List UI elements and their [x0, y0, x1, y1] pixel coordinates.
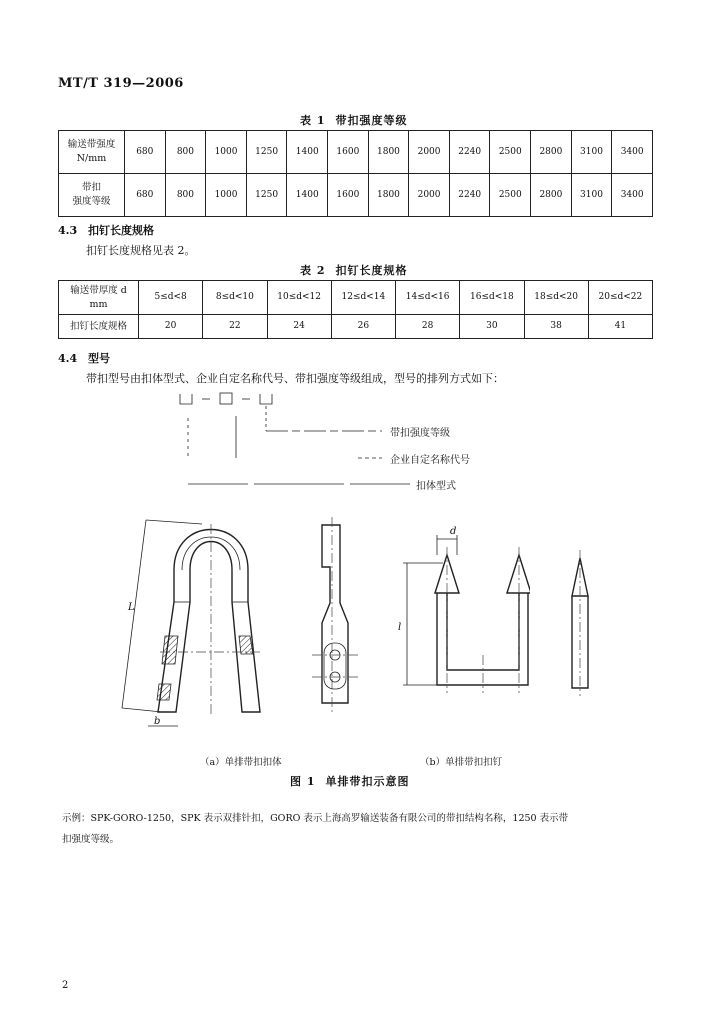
table2-row1-label	[59, 281, 139, 315]
table2-caption-title: 扣钉长度规格	[335, 264, 408, 277]
table-cell: 680	[125, 131, 166, 174]
example-paragraph	[62, 808, 662, 850]
section-hatch-left-upper	[162, 636, 178, 664]
figure1-caption-title: 单排带扣示意图	[325, 775, 410, 788]
model-label-body-type: 扣体型式	[416, 481, 456, 492]
staple-tip-right	[507, 555, 530, 593]
dimension-line-L	[122, 520, 146, 708]
table-cell: 2500	[490, 131, 531, 174]
table-cell: 22	[203, 315, 267, 339]
table2-caption-number: 表 2	[300, 264, 326, 277]
table2-row-length	[59, 315, 653, 339]
table1-row1-label-line2: N/mm	[76, 153, 107, 164]
staple-front-view	[395, 515, 530, 695]
table-cell: 2500	[490, 174, 531, 217]
table-cell: 26	[331, 315, 395, 339]
table1-caption-number: 表 1	[300, 114, 326, 127]
table1-row2-label-line2: 强度等级	[72, 196, 111, 207]
staple-side-view	[560, 548, 600, 698]
model-label-strength-grade: 带扣强度等级	[390, 428, 450, 439]
table1-row-clip-strength	[59, 174, 653, 217]
extension-line-L-top	[146, 520, 202, 524]
table2-row1-label-line2: mm	[89, 298, 108, 310]
table-cell: 1000	[206, 131, 247, 174]
dim-label-d: d	[450, 526, 457, 537]
table-cell: 10≤d<12	[267, 281, 331, 315]
table-cell: 2800	[531, 131, 572, 174]
dim-label-l: l	[398, 622, 402, 633]
slot-box-3	[260, 394, 272, 404]
table2-row-thickness	[59, 281, 653, 315]
standard-code: MT/T 319—2006	[58, 76, 184, 91]
table-cell: 1800	[368, 174, 409, 217]
table-cell: 1000	[206, 174, 247, 217]
dim-label-L: L	[128, 602, 135, 613]
table-cell: 3100	[571, 174, 612, 217]
figure1-caption-number: 图 1	[290, 775, 316, 788]
table-cell: 1800	[368, 131, 409, 174]
example-line-2: 扣强度等级。	[62, 834, 120, 845]
section-title: 型号	[88, 352, 110, 365]
figure1-subcaption-b: （b）单排带扣扣钉	[420, 757, 503, 768]
table-cell: 3100	[571, 131, 612, 174]
section-number: 4.3	[58, 224, 78, 237]
page-number: 2	[62, 980, 69, 991]
table1-row1-label	[59, 131, 125, 174]
table-cell: 18≤d<20	[524, 281, 588, 315]
clip-body-outer-outline	[158, 530, 260, 713]
table2	[58, 280, 653, 339]
table-cell: 1250	[246, 174, 287, 217]
table-cell: 2800	[531, 174, 572, 217]
model-label-company-code: 企业自定名称代号	[390, 455, 470, 466]
table-cell: 41	[588, 315, 652, 339]
section-number: 4.4	[58, 352, 78, 365]
example-line-1: 示例：SPK-GORO-1250，SPK 表示双排针扣，GORO 表示上海高罗输送装备有限公司的带扣结构名称，1250 表示带	[62, 813, 569, 824]
table2-caption	[300, 262, 407, 278]
table-cell: 38	[524, 315, 588, 339]
table-cell: 8≤d<10	[203, 281, 267, 315]
table-cell: 3400	[612, 131, 653, 174]
table-cell: 1400	[287, 131, 328, 174]
table-cell: 1250	[246, 131, 287, 174]
slot-box-2	[220, 393, 232, 404]
figure1-caption	[290, 773, 409, 789]
clip-body-side-view	[300, 515, 370, 720]
section-4-4-text: 带扣型号由扣体型式、企业自定名称代号、带扣强度等级组成，型号的排列方式如下：	[86, 372, 504, 385]
table-cell: 1400	[287, 174, 328, 217]
table1-row1-label-line1: 输送带强度	[67, 139, 116, 150]
table-cell: 1600	[328, 174, 369, 217]
table1-row2-label	[59, 174, 125, 217]
slot-box-1	[180, 394, 192, 404]
table1-row2-label-line1: 带扣	[81, 182, 101, 193]
table-cell: 20≤d<22	[588, 281, 652, 315]
table-cell: 1600	[328, 131, 369, 174]
table-cell: 800	[165, 174, 206, 217]
table-cell: 5≤d<8	[139, 281, 203, 315]
table1	[58, 130, 653, 217]
extension-line-L-bottom	[122, 708, 162, 712]
table-cell: 2240	[449, 131, 490, 174]
table-cell: 2000	[409, 174, 450, 217]
section-4-3-heading	[58, 222, 154, 238]
table-cell: 800	[165, 131, 206, 174]
table-cell: 14≤d<16	[396, 281, 460, 315]
table1-caption	[300, 112, 407, 128]
table-cell: 2240	[449, 174, 490, 217]
table-cell: 680	[125, 174, 166, 217]
table2-row2-label: 扣钉长度规格	[59, 315, 139, 339]
section-4-4-heading	[58, 350, 110, 366]
table-cell: 3400	[612, 174, 653, 217]
section-title: 扣钉长度规格	[88, 224, 154, 237]
model-structure-diagram	[150, 388, 430, 498]
table-cell: 30	[460, 315, 524, 339]
table-cell: 12≤d<14	[331, 281, 395, 315]
table-cell: 28	[396, 315, 460, 339]
dim-label-b: b	[154, 716, 161, 727]
table-cell: 2000	[409, 131, 450, 174]
table-cell: 24	[267, 315, 331, 339]
table2-row1-label-line1: 输送带厚度 d	[70, 284, 127, 296]
staple-body-outline	[437, 593, 528, 685]
table1-caption-title: 带扣强度等级	[335, 114, 408, 127]
table1-row-belt-strength	[59, 131, 653, 174]
model-slot-boxes	[180, 393, 272, 404]
table-cell: 16≤d<18	[460, 281, 524, 315]
section-hatch-left-lower	[157, 684, 171, 700]
section-4-3-text: 扣钉长度规格见表 2。	[86, 244, 196, 257]
table-cell: 20	[139, 315, 203, 339]
figure1-subcaption-a: （a）单排带扣扣体	[200, 757, 282, 768]
clip-body-front-view	[110, 512, 280, 742]
section-hatch-right	[239, 636, 253, 654]
side-view-outline	[322, 525, 348, 703]
